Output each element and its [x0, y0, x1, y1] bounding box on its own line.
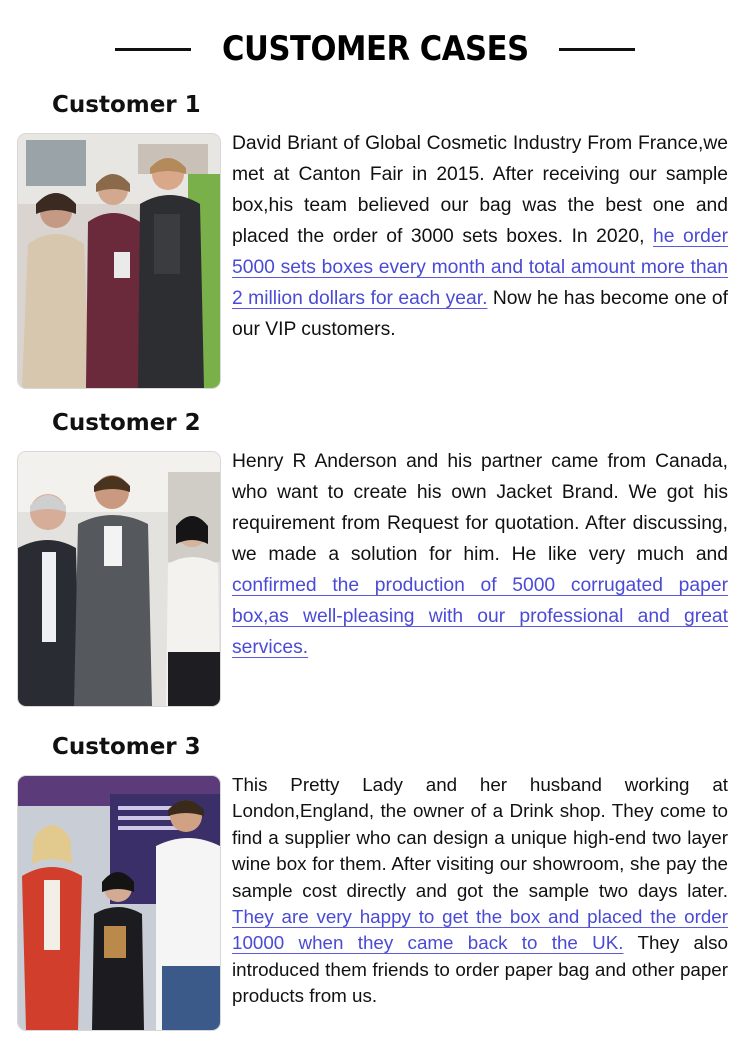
customer-photo: [18, 134, 220, 388]
description-text: This Pretty Lady and her husband working at London,England, the owner of a Drink shop. They come to find a supplier who can design a unique high-end two layer wine box for them. After visiting our showroom, she pay the sample cost directly and got the sample two days later.: [232, 774, 728, 901]
description-text-end: Now he has become one of our VIP customers.: [232, 288, 729, 340]
customer-heading: Customer 3: [52, 734, 201, 760]
header-rule-left: [115, 48, 191, 51]
customer-description: [232, 128, 728, 345]
header-rule-right: [559, 48, 635, 51]
page-title: CUSTOMER CASES: [221, 29, 529, 69]
highlighted-text: he order 5000 sets boxes every month and total amount more than 2 million dollars for each year.: [232, 226, 728, 309]
customer-description: [232, 772, 728, 1010]
customer-photo: [18, 776, 220, 1030]
description-text: David Briant of Global Cosmetic Industry From France,we met at Canton Fair in 2015. After receiving our sample box,his team believed our bag was the best one and placed the order of 3000 sets boxes. In 2020,: [232, 133, 728, 247]
description-text-end: They also introduced them friends to order paper bag and other paper products from us.: [232, 932, 728, 1007]
page-header: [0, 26, 750, 72]
customer-heading: Customer 2: [52, 410, 201, 436]
highlighted-text: confirmed the production of 5000 corrugated paper box,as well-pleasing with our professional and great services.: [232, 575, 728, 658]
description-text: Henry R Anderson and his partner came from Canada, who want to create his own Jacket Brand. We got his requirement from Request for quotation. After discussing, we made a solution for him. He like very much and: [232, 451, 728, 565]
customer-description: [232, 446, 728, 663]
customer-photo: [18, 452, 220, 706]
customer-heading: Customer 1: [52, 92, 201, 118]
highlighted-text: They are very happy to get the box and placed the order 10000 when they came back to the UK.: [232, 906, 728, 954]
